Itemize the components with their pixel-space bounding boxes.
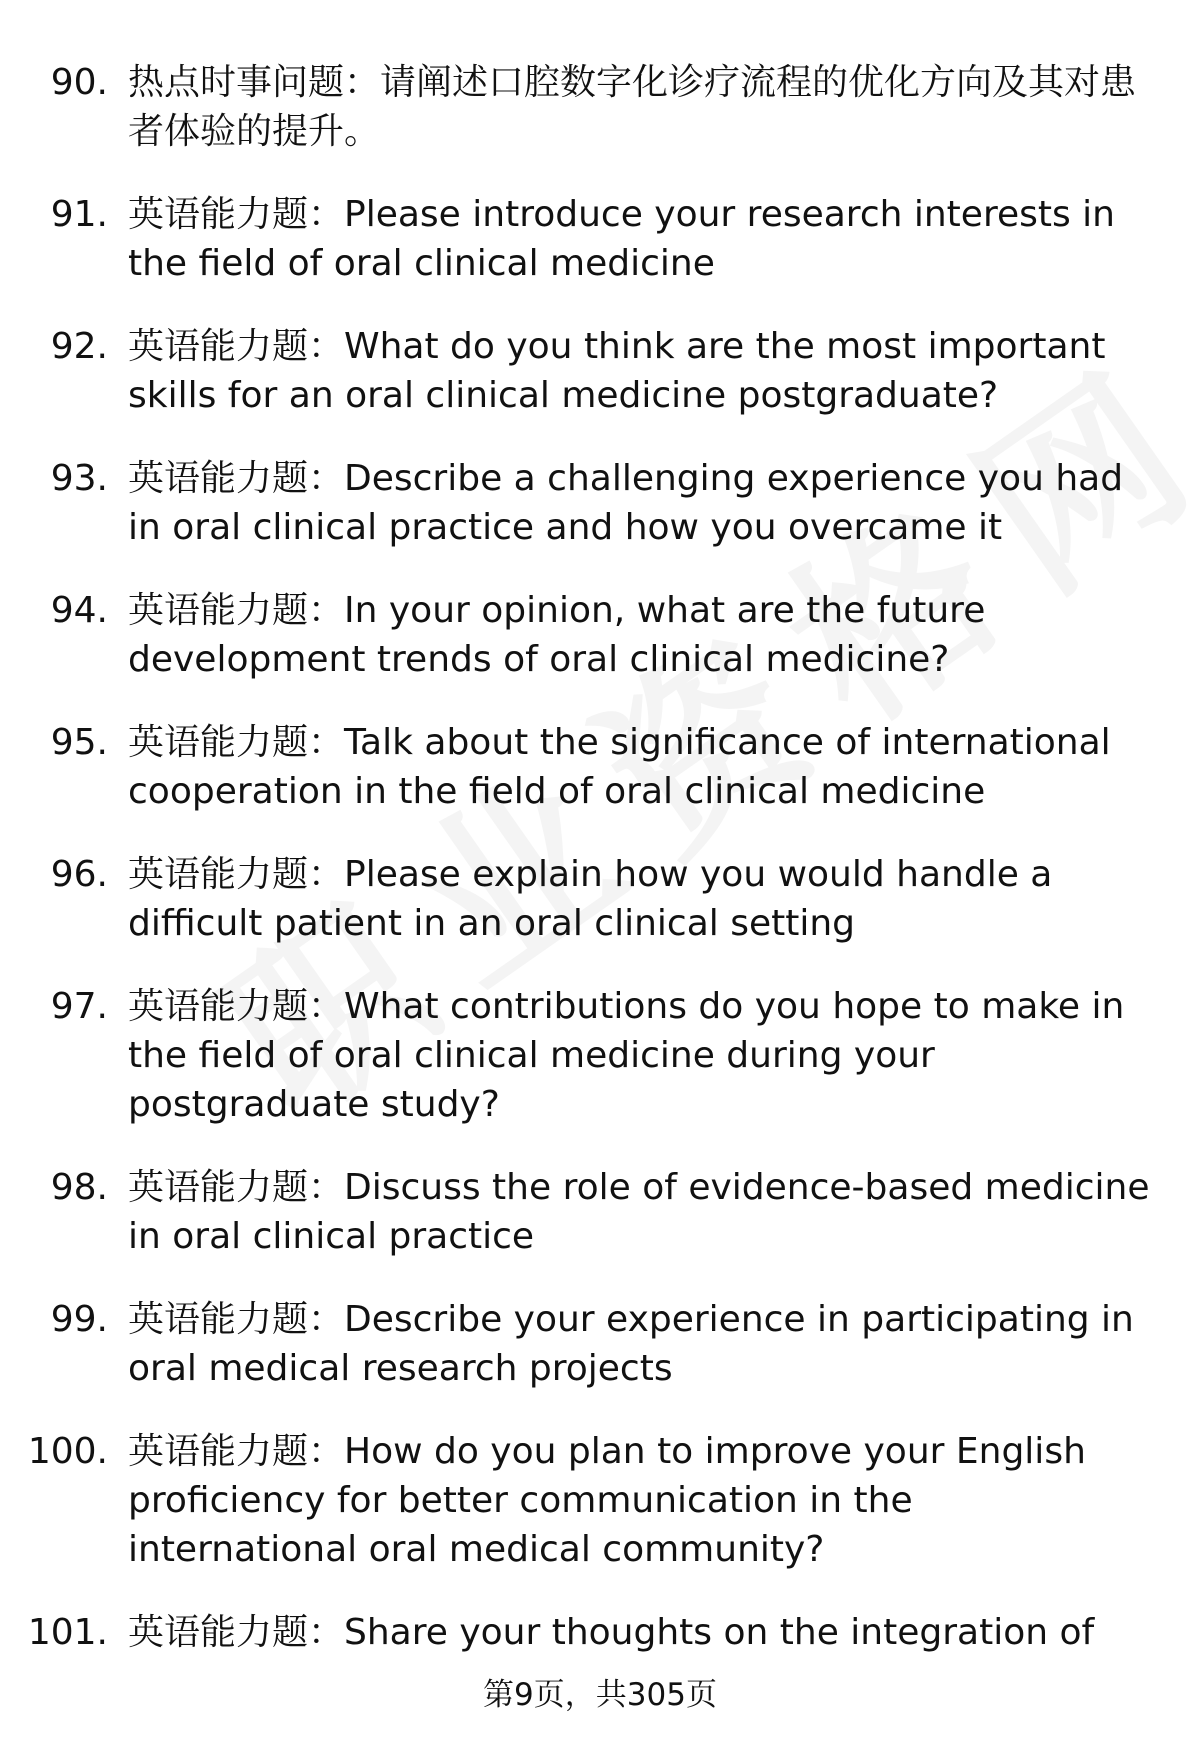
question-number: 95.: [50, 722, 108, 763]
question-text: 英语能力题：What contributions do you hope to make in the field of oral clinical medicine during your postgraduate study?: [128, 986, 1125, 1125]
question-number: 91.: [50, 194, 108, 235]
list-item: [0, 454, 1200, 552]
list-item: [0, 718, 1200, 816]
list-item: [0, 850, 1200, 948]
list-item: [0, 982, 1200, 1129]
list-item: [0, 1295, 1200, 1393]
list-item: [0, 1608, 1200, 1657]
question-text: 热点时事问题：请阐述口腔数字化诊疗流程的优化方向及其对患者体验的提升。: [128, 62, 1137, 152]
question-number: 96.: [50, 854, 108, 895]
question-number: 92.: [50, 326, 108, 367]
list-item: [0, 586, 1200, 684]
question-number: 98.: [50, 1167, 108, 1208]
list-item: [0, 190, 1200, 288]
question-text: 英语能力题：How do you plan to improve your English proficiency for better communication in the international oral medical community?: [128, 1431, 1086, 1570]
question-text: 英语能力题：Please explain how you would handle a difficult patient in an oral clinical setting: [128, 854, 1053, 944]
question-number: 90.: [50, 62, 108, 103]
list-item: [0, 1427, 1200, 1574]
list-item: [0, 1163, 1200, 1261]
question-number: 93.: [50, 458, 108, 499]
question-number: 101.: [27, 1612, 108, 1653]
question-text: 英语能力题：Discuss the role of evidence-based medicine in oral clinical practice: [128, 1167, 1150, 1257]
question-number: 99.: [50, 1299, 108, 1340]
list-item: [0, 322, 1200, 420]
question-text: 英语能力题：Please introduce your research interests in the field of oral clinical medicine: [128, 194, 1115, 284]
question-text: 英语能力题：What do you think are the most important skills for an oral clinical medicine postgraduate?: [128, 326, 1106, 416]
question-text: 英语能力题：Talk about the significance of international cooperation in the field of oral clinical medicine: [128, 722, 1111, 812]
page-footer: 第9页，共305页: [483, 1677, 717, 1713]
question-text: 英语能力题：In your opinion, what are the future development trends of oral clinical medicine?: [128, 590, 986, 680]
question-text: 英语能力题：Describe your experience in participating in oral medical research projects: [128, 1299, 1134, 1389]
question-text: 英语能力题：Share your thoughts on the integration of: [128, 1612, 1095, 1653]
question-list: [0, 58, 1200, 1691]
question-number: 100.: [27, 1431, 108, 1472]
question-number: 94.: [50, 590, 108, 631]
question-text: 英语能力题：Describe a challenging experience you had in oral clinical practice and how you overcame it: [128, 458, 1124, 548]
question-number: 97.: [50, 986, 108, 1027]
list-item: [0, 58, 1200, 156]
